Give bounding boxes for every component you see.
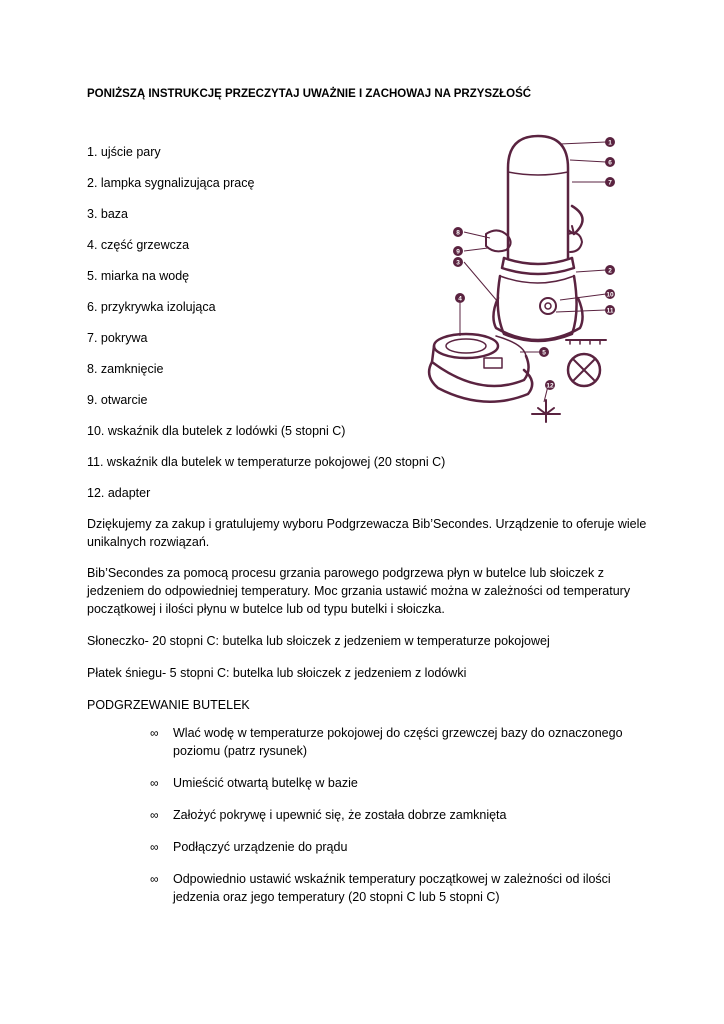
part-item: 2. lampka sygnalizująca pracę — [87, 176, 255, 190]
instruction-text: Wlać wodę w temperaturze pokojowej do części grzewczej bazy do oznaczonego poziomu (patrz rysunek) — [173, 726, 623, 758]
callout-11 — [605, 305, 615, 315]
instruction-item — [150, 870, 630, 906]
infinity-bullet-icon: ∞ — [150, 872, 159, 886]
parts-list — [87, 144, 445, 516]
dial-icon — [540, 298, 556, 314]
instruction-item — [150, 724, 630, 760]
callout-4 — [455, 293, 465, 303]
snow-setting-text: Płatek śniegu- 5 stopni C: butelka lub słoiczek z jedzeniem z lodówki — [87, 666, 467, 680]
base-shape — [498, 276, 577, 341]
bottle-warmer-diagram — [420, 130, 640, 430]
part-item: 9. otwarcie — [87, 393, 148, 407]
callout-2 — [605, 265, 615, 275]
callout-label: 10 — [606, 291, 614, 299]
callout-label: 3 — [456, 259, 460, 267]
hand-right-icon — [568, 233, 582, 252]
part-item: 1. ujście pary — [87, 145, 161, 159]
part-item: 12. adapter — [87, 486, 151, 500]
callout-label: 4 — [458, 295, 462, 303]
callout-label: 9 — [456, 248, 460, 256]
callout-label: 8 — [456, 229, 460, 237]
callout-12 — [545, 380, 555, 390]
water-measure-shape — [484, 358, 502, 368]
callout-label: 1 — [608, 139, 612, 147]
adapter-shape — [532, 400, 560, 422]
part-item: 5. miarka na wodę — [87, 269, 190, 283]
thanks-paragraph: Dziękujemy za zakup i gratulujemy wyboru Podgrzewacza Bib’Secondes. Urządzenie to oferuje wiele unikalnych rozwiązań. — [87, 517, 647, 549]
callout-10 — [605, 289, 615, 299]
part-item: 4. część grzewcza — [87, 238, 190, 252]
callout-5 — [539, 347, 549, 357]
callout-9 — [453, 246, 463, 256]
part-item: 6. przykrywka izolująca — [87, 300, 216, 314]
section-title: PODGRZEWANIE BUTELEK — [87, 698, 250, 712]
sun-setting-text: Słoneczko- 20 stopni C: butelka lub słoiczek z jedzeniem w temperaturze pokojowej — [87, 634, 550, 648]
callout-label: 7 — [608, 179, 612, 187]
instruction-text: Odpowiednio ustawić wskaźnik temperatury początkowej w zależności od ilości jedzenia oraz jego temperatury (20 stopni C lub 5 stopni C) — [173, 872, 611, 904]
instruction-text: Podłączyć urządzenie do prądu — [173, 840, 348, 854]
infinity-bullet-icon: ∞ — [150, 840, 159, 854]
part-item: 11. wskaźnik dla butelek w temperaturze pokojowej (20 stopni C) — [87, 455, 446, 469]
callout-1 — [605, 137, 615, 147]
part-item: 10. wskaźnik dla butelek z lodówki (5 stopni C) — [87, 424, 346, 438]
infinity-bullet-icon: ∞ — [150, 808, 159, 822]
heating-part-shape — [434, 334, 498, 358]
instruction-text: Założyć pokrywę i upewnić się, że została dobrze zamknięta — [173, 808, 507, 822]
infinity-bullet-icon: ∞ — [150, 726, 159, 740]
callout-3 — [453, 257, 463, 267]
intro-paragraph: Bib’Secondes za pomocą procesu grzania parowego podgrzewa płyn w butelce lub słoiczek z jedzeniem do odpowiedniej temperatury. Moc grzania ustawić można w zależności od temperatury początkowej i ilości płynu w butelce lub od typu butelki i słoiczka. — [87, 566, 631, 616]
callout-7 — [605, 177, 615, 187]
callout-label: 6 — [608, 159, 612, 167]
page-heading: PONIŻSZĄ INSTRUKCJĘ PRZECZYTAJ UWAŻNIE I ZACHOWAJ NA PRZYSZŁOŚĆ — [87, 88, 532, 100]
part-item: 8. zamknięcie — [87, 362, 164, 376]
infinity-bullet-icon: ∞ — [150, 776, 159, 790]
instruction-list — [150, 724, 630, 906]
callout-6 — [605, 157, 615, 167]
callout-label: 2 — [608, 267, 612, 275]
instruction-item — [150, 806, 630, 824]
callout-label: 5 — [542, 349, 546, 357]
part-item: 3. baza — [87, 207, 129, 221]
part-item: 7. pokrywa — [87, 331, 148, 345]
instruction-item — [150, 774, 630, 792]
callout-label: 12 — [546, 382, 554, 390]
instruction-text: Umieścić otwartą butelkę w bazie — [173, 776, 358, 790]
callout-label: 11 — [606, 307, 614, 315]
cover-shape — [508, 136, 568, 258]
callout-8 — [453, 227, 463, 237]
instruction-item — [150, 838, 630, 856]
